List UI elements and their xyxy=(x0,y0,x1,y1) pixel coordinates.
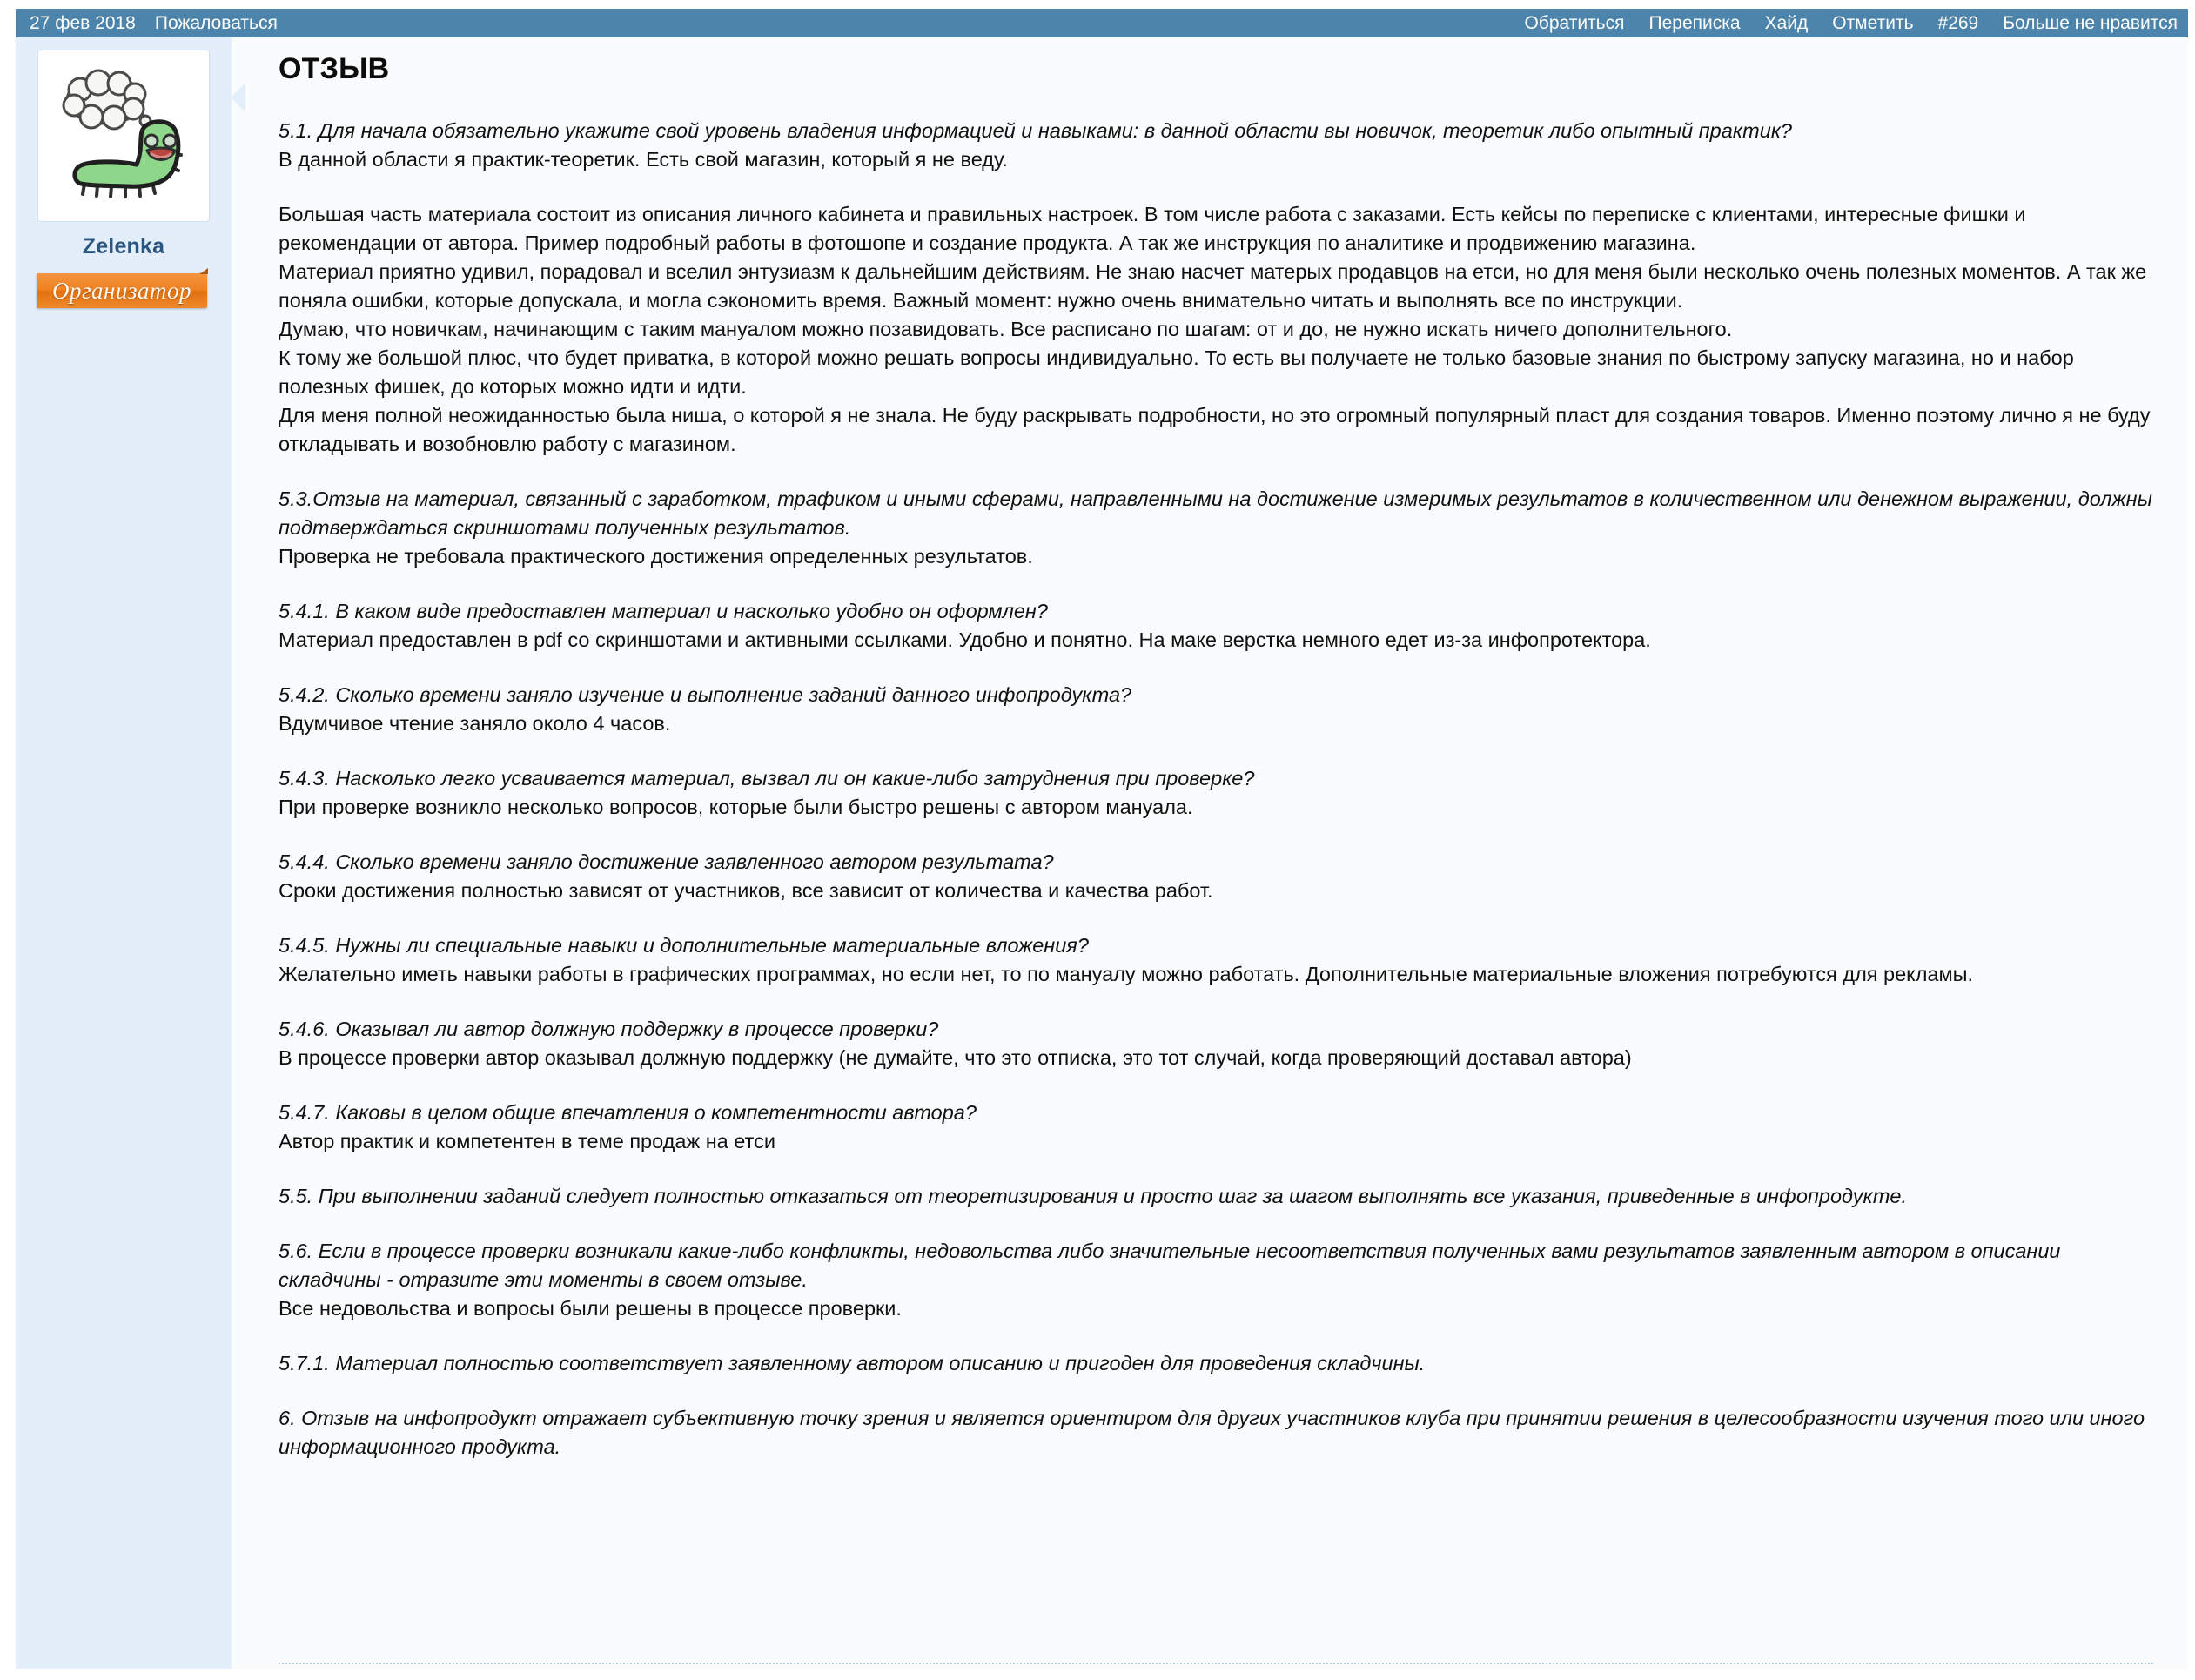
post-header-bar xyxy=(16,9,2188,37)
answer-text: Вдумчивое чтение заняло около 4 часов. xyxy=(279,712,671,736)
question-text: 5.1. Для начала обязательно укажите свой уровень владения информацией и навыками: в данной области вы новичок, теоретик либо опытный практик? xyxy=(279,119,1792,143)
paragraph: К тому же большой плюс, что будет приватка, в которой можно решать вопросы индивидуально. То есть вы получаете не только базовые знания по быстрому запуску магазина, но и набор полезных фишек, до которых можно идти и идти. xyxy=(279,346,2074,399)
hide-link[interactable]: Хайд xyxy=(1764,12,1809,33)
question-text: 5.4.2. Сколько времени заняло изучение и выполнение заданий данного инфопродукта? xyxy=(279,683,1132,707)
question-text: 5.6. Если в процессе проверки возникали какие-либо конфликты, недовольства либо значительные несоответствия полученных вами результатов заявленным автором в описании складчины - отразите эти моменты в своем отзыве. xyxy=(279,1240,2061,1292)
qa-block-free-text xyxy=(279,200,2153,459)
mark-link[interactable]: Отметить xyxy=(1832,12,1914,33)
post-content xyxy=(232,37,2188,1669)
qa-block-q53 xyxy=(279,485,2153,571)
paragraph: Большая часть материала состоит из описания личного кабинета и правильных настроек. В том числе работа с заказами. Есть кейсы по переписке с клиентами, интересные фишки и рекомендации от автора. Пример подробный работы в фотошопе и создание продукта. А так же инструкция по аналитике и продвижению магазина. xyxy=(279,203,2026,255)
username-link[interactable]: Zelenka xyxy=(82,234,165,259)
question-text: 5.4.4. Сколько времени заняло достижение заявленного автором результата? xyxy=(279,850,1054,874)
qa-block-q547 xyxy=(279,1099,2153,1156)
conversation-link[interactable]: Переписка xyxy=(1648,12,1741,33)
badge-label: Организатор xyxy=(52,277,191,304)
post-header-actions xyxy=(1524,13,2178,34)
answer-text: Материал предоставлен в pdf со скриншотами и активными ссылками. Удобно и понятно. На маке верстка немного едет из-за инфопротектора. xyxy=(279,628,1651,652)
post-body xyxy=(16,37,2188,1669)
post-number-link[interactable]: #269 xyxy=(1937,12,1979,33)
question-text: 5.4.6. Оказывал ли автор должную поддержку в процессе проверки? xyxy=(279,1018,939,1041)
user-badge xyxy=(37,270,211,312)
paragraph: Думаю, что новичкам, начинающим с таким мануалом можно позавидовать. Все расписано по шагам: от и до, не нужно искать ничего дополнительного. xyxy=(279,318,1733,341)
unlike-link[interactable]: Больше не нравится xyxy=(2003,12,2178,33)
paragraph: Материал приятно удивил, порадовал и вселил энтузиазм к дальнейшим действиям. Не знаю насчет матерых продавцов на етси, но для меня были несколько очень полезных моментов. А так же поняла ошибки, которые допускала, и могла сэкономить время. Важный момент: нужно очень внимательно читать и выполнять все по инструкции. xyxy=(279,260,2147,312)
contact-link[interactable]: Обратиться xyxy=(1524,12,1625,33)
qa-block-q55 xyxy=(279,1182,2153,1211)
question-text: 5.4.7. Каковы в целом общие впечатления о компетентности автора? xyxy=(279,1101,977,1125)
answer-text: Желательно иметь навыки работы в графических программах, но если нет, то по мануалу можно работать. Дополнительные материальные вложения потребуются для рекламы. xyxy=(279,963,1974,986)
badge-ribbon xyxy=(37,273,207,308)
caterpillar-avatar-icon xyxy=(43,55,205,217)
qa-block-q51 xyxy=(279,117,2153,174)
qa-block-q544 xyxy=(279,848,2153,905)
question-text: 5.4.3. Насколько легко усваивается материал, вызвал ли он какие-либо затруднения при проверке? xyxy=(279,767,1255,790)
answer-text: При проверке возникло несколько вопросов, которые были быстро решены с автором мануала. xyxy=(279,796,1193,819)
answer-text: В данной области я практик-теоретик. Есть свой магазин, который я не веду. xyxy=(279,148,1008,171)
avatar[interactable] xyxy=(37,50,210,222)
question-text: 6. Отзыв на инфопродукт отражает субъективную точку зрения и является ориентиром для других участников клуба при принятии решения в целесообразности изучения того или иного информационного продукта. xyxy=(279,1407,2145,1459)
qa-block-q571 xyxy=(279,1349,2153,1378)
post-header-left xyxy=(30,13,278,34)
answer-text: В процессе проверки автор оказывал должную поддержку (не думайте, что это отписка, это тот случай, когда проверяющий доставал автора) xyxy=(279,1046,1632,1070)
user-info-panel xyxy=(16,37,232,1669)
qa-block-q545 xyxy=(279,931,2153,989)
qa-block-q6 xyxy=(279,1404,2153,1462)
answer-text: Все недовольства и вопросы были решены в процессе проверки. xyxy=(279,1297,902,1320)
bubble-arrow-icon xyxy=(231,83,245,112)
report-link[interactable]: Пожаловаться xyxy=(154,12,278,33)
qa-block-q546 xyxy=(279,1015,2153,1072)
question-text: 5.4.1. В каком виде предоставлен материал и насколько удобно он оформлен? xyxy=(279,600,1048,623)
page-title: ОТЗЫВ xyxy=(279,52,390,85)
qa-block-q543 xyxy=(279,764,2153,822)
post-message-text xyxy=(279,53,2153,1462)
answer-text: Проверка не требовала практического достижения определенных результатов. xyxy=(279,545,1033,568)
qa-block-q542 xyxy=(279,681,2153,738)
question-text: 5.3.Отзыв на материал, связанный с заработком, трафиком и иными сферами, направленными на достижение измеримых результатов в количественном или денежном выражении, должны подтверждаться скриншотами полученных результатов. xyxy=(279,487,2152,540)
qa-block-q56 xyxy=(279,1237,2153,1323)
qa-block-q541 xyxy=(279,597,2153,655)
post-footer-divider xyxy=(279,1663,2153,1664)
question-text: 5.5. При выполнении заданий следует полностью отказаться от теоретизирования и просто шаг за шагом выполнять все указания, приведенные в инфопродукте. xyxy=(279,1185,1908,1208)
paragraph: Для меня полной неожиданностью была ниша, о которой я не знала. Не буду раскрывать подробности, но это огромный популярный пласт для создания товаров. Именно поэтому лично я не буду откладывать и возобновлю работу с магазином. xyxy=(279,404,2151,456)
answer-text: Автор практик и компетентен в теме продаж на етси xyxy=(279,1130,775,1153)
answer-text: Сроки достижения полностью зависят от участников, все зависит от количества и качества работ. xyxy=(279,879,1213,903)
question-text: 5.7.1. Материал полностью соответствует заявленному автором описанию и пригоден для проведения складчины. xyxy=(279,1352,1426,1375)
question-text: 5.4.5. Нужны ли специальные навыки и дополнительные материальные вложения? xyxy=(279,934,1089,958)
post-date: 27 фев 2018 xyxy=(30,12,136,33)
